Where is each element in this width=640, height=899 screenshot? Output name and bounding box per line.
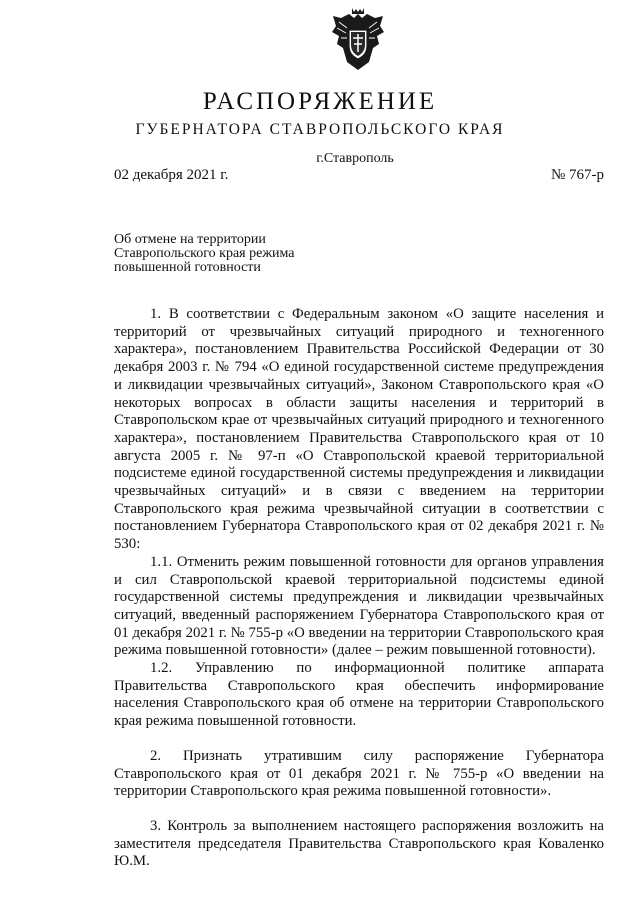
paragraph-1-2: 1.2. Управлению по информационной политике аппарата Правительства Ставропольского края обеспечить информирование населения Ставропольского края об отмене на территории Ставропольского края режима повышенной готовности. [114,660,604,730]
document-body [114,306,604,871]
subject-line: Ставропольского края режима [114,246,295,261]
paragraph-1-1: 1.1. Отменить режим повышенной готовности для органов управления и сил Ставропольской краевой территориальной подсистемы единой государственной системы предупреждения и ликвидации чрезвычайных ситуаций, введенный распоряжением Губернатора Ставропольского края от 01 декабря 2021 г. № 755-р «О введении на территории Ставропольского края режима повышенной готовности» (далее – режим повышенной готовности). [114,553,604,659]
document-city: г.Ставрополь [316,151,394,166]
paragraph-2: 2. Признать утратившим силу распоряжение Губернатора Ставропольского края от 01 декабря 2021 г. № 755-р «О введении на территории Ставропольского края режима повышенной готовности». [114,747,604,800]
document-issuer: ГУБЕРНАТОРА СТАВРОПОЛЬСКОГО КРАЯ [135,121,505,138]
document-number: № 767-р [550,167,604,183]
paragraph-1: 1. В соответствии с Федеральным законом «О защите населения и территорий от чрезвычайных ситуаций природного и техногенного характера», постановлением Правительства Российской Федерации от 30 декабря 2003 г. № 794 «О единой государственной системе предупреждения и ликвидации чрезвычайных ситуаций», Законом Ставропольского края «О некоторых вопросах в области защиты населения и территорий в Ставропольском крае от чрезвычайных ситуаций природного и техногенного характера», постановлением Правительства Ставропольского края от 10 августа 2005 г. № 97-п «О Ставропольской краевой территориальной подсистеме единой государственной системы предупреждения и ликвидации чрезвычайных ситуаций» и в связи с введением на территории Ставропольского края режима чрезвычайной ситуации в соответствии с постановлением Губернатора Ставропольского края от 02 декабря 2021 г. № 530: [114,306,604,553]
document-subject [114,233,294,275]
document-date: 02 декабря 2021 г. [114,167,229,183]
subject-line: Об отмене на территории [114,232,266,247]
document-title: РАСПОРЯЖЕНИЕ [202,88,438,115]
paragraph-3: 3. Контроль за выполнением настоящего распоряжения возложить на заместителя председателя Правительства Ставропольского края Коваленко Ю.М. [114,817,604,870]
coat-of-arms-emblem [331,8,385,74]
subject-line: повышенной готовности [114,260,261,275]
